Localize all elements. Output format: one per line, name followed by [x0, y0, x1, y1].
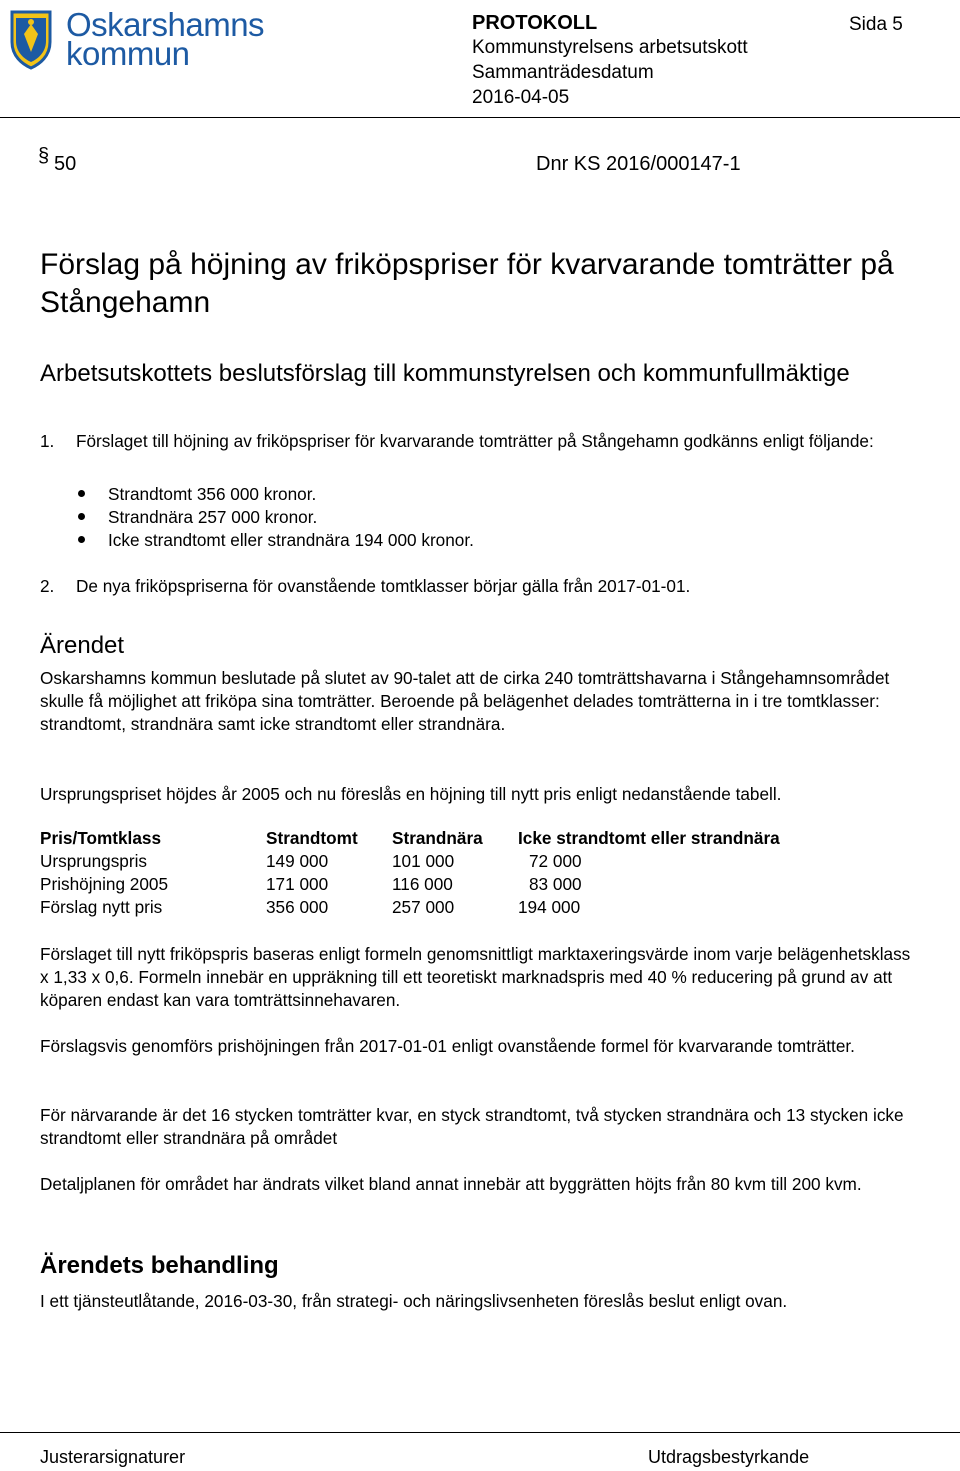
arendet-paragraph-1: Oskarshamns kommun beslutade på slutet av 90-talet att de cirka 240 tomträttshavarna i Stångehamnsområdet skulle få möjlighet att friköpa sina tomträtter. Beroende på belägenhet delades tomträtterna in i tre tomtklasser: strandtomt, strandnära samt icke strandtomt eller strandnära. [40, 668, 890, 734]
footer-divider [0, 1432, 960, 1433]
meeting-date: 2016-04-05 [472, 87, 570, 108]
bullet-icon [78, 513, 85, 520]
proposal-heading: Arbetsutskottets beslutsförslag till kommunstyrelsen och kommunfullmäktige [40, 360, 850, 387]
item-2-number: 2. [40, 576, 55, 596]
item-2-text: De nya friköpspriserna för ovanstående tomtklasser börjar gälla från 2017-01-01. [76, 576, 691, 596]
paragraph-sign: § [38, 145, 50, 167]
page-title: Förslag på höjning av friköpspriser för kvarvarande tomträtter på Stångehamn [40, 248, 894, 319]
arendet-paragraph-3: Förslaget till nytt friköpspris baseras enligt formeln genomsnittligt marktaxeringsvärde inom varje belägenhetsklass x 1,33 x 0,6. Formeln innebär en uppräkning till ett teoretiskt marknadspris med 40 % reducering på grund av att köparen endast kan vara tomträttsinnehavaren. [40, 944, 911, 1010]
municipality-logo [8, 6, 265, 76]
document-type: PROTOKOLL [472, 12, 598, 34]
logo-line-2: kommun [66, 35, 190, 72]
table-cell: 101 000 [392, 851, 455, 871]
item-1-text-content: Förslaget till höjning av friköpspriser för kvarvarande tomträtter på Stångehamn godkänns enligt följande: [76, 431, 874, 451]
arendet-heading: Ärendet [40, 632, 125, 659]
item-1-text [76, 430, 916, 453]
arendet-paragraph-6: Detaljplanen för området har ändrats vilket bland annat innebär att byggrätten höjts från 80 kvm till 200 kvm. [40, 1174, 862, 1194]
price-bullet-list [108, 483, 888, 552]
page-number: Sida 5 [849, 14, 903, 35]
arendet-paragraph-2: Ursprungspriset höjdes år 2005 och nu föreslås en höjning till nytt pris enligt nedanstående tabell. [40, 784, 782, 804]
table-cell: 83 000 [529, 874, 582, 894]
list-item [108, 529, 888, 552]
behandling-paragraph: I ett tjänsteutlåtande, 2016-03-30, från strategi- och näringslivsenheten föreslås beslut enligt ovan. [40, 1291, 788, 1311]
bullet-text: Icke strandtomt eller strandnära 194 000 kronor. [108, 530, 474, 550]
meeting-date-label: Sammanträdesdatum [472, 62, 654, 83]
logo-line-1: Oskarshamns [66, 6, 265, 43]
header-divider [0, 117, 960, 118]
reference-number: Dnr KS 2016/000147-1 [536, 153, 741, 175]
item-number: 50 [54, 153, 77, 175]
table-cell: 116 000 [392, 874, 453, 894]
arendet-paragraph-4: Förslagsvis genomförs prishöjningen från 2017-01-01 enligt ovanstående formel för kvarvarande tomträtter. [40, 1036, 855, 1056]
bullet-icon [78, 536, 85, 543]
item-1-number: 1. [40, 431, 55, 451]
table-cell: Ursprungspris [40, 851, 147, 871]
arendet-paragraph-5: För närvarande är det 16 stycken tomträtter kvar, en styck strandtomt, två stycken strandnära och 13 stycken icke strandtomt eller strandnära på området [40, 1105, 904, 1148]
table-cell: Förslag nytt pris [40, 897, 163, 917]
behandling-heading: Ärendets behandling [40, 1252, 279, 1279]
table-cell: 149 000 [266, 851, 329, 871]
column-header: Strandnära [392, 828, 483, 848]
footer-signatures-label: Justerarsignaturer [40, 1447, 186, 1467]
bullet-icon [78, 490, 85, 497]
list-item [108, 483, 888, 506]
column-header: Icke strandtomt eller strandnära [518, 828, 780, 848]
coat-of-arms-icon [8, 8, 54, 70]
committee-name: Kommunstyrelsens arbetsutskott [472, 37, 748, 58]
footer-certification-label: Utdragsbestyrkande [648, 1447, 810, 1467]
table-cell: 356 000 [266, 897, 329, 917]
table-cell: Prishöjning 2005 [40, 874, 169, 894]
column-header: Strandtomt [266, 828, 358, 848]
proposal-item-1 [40, 430, 920, 453]
table-cell: 257 000 [392, 897, 455, 917]
list-item [108, 506, 888, 529]
table-cell: 194 000 [518, 897, 581, 917]
table-cell: 171 000 [266, 874, 329, 894]
column-header: Pris/Tomtklass [40, 828, 161, 848]
table-cell: 72 000 [529, 851, 582, 871]
bullet-text: Strandnära 257 000 kronor. [108, 507, 318, 527]
bullet-text: Strandtomt 356 000 kronor. [108, 484, 317, 504]
